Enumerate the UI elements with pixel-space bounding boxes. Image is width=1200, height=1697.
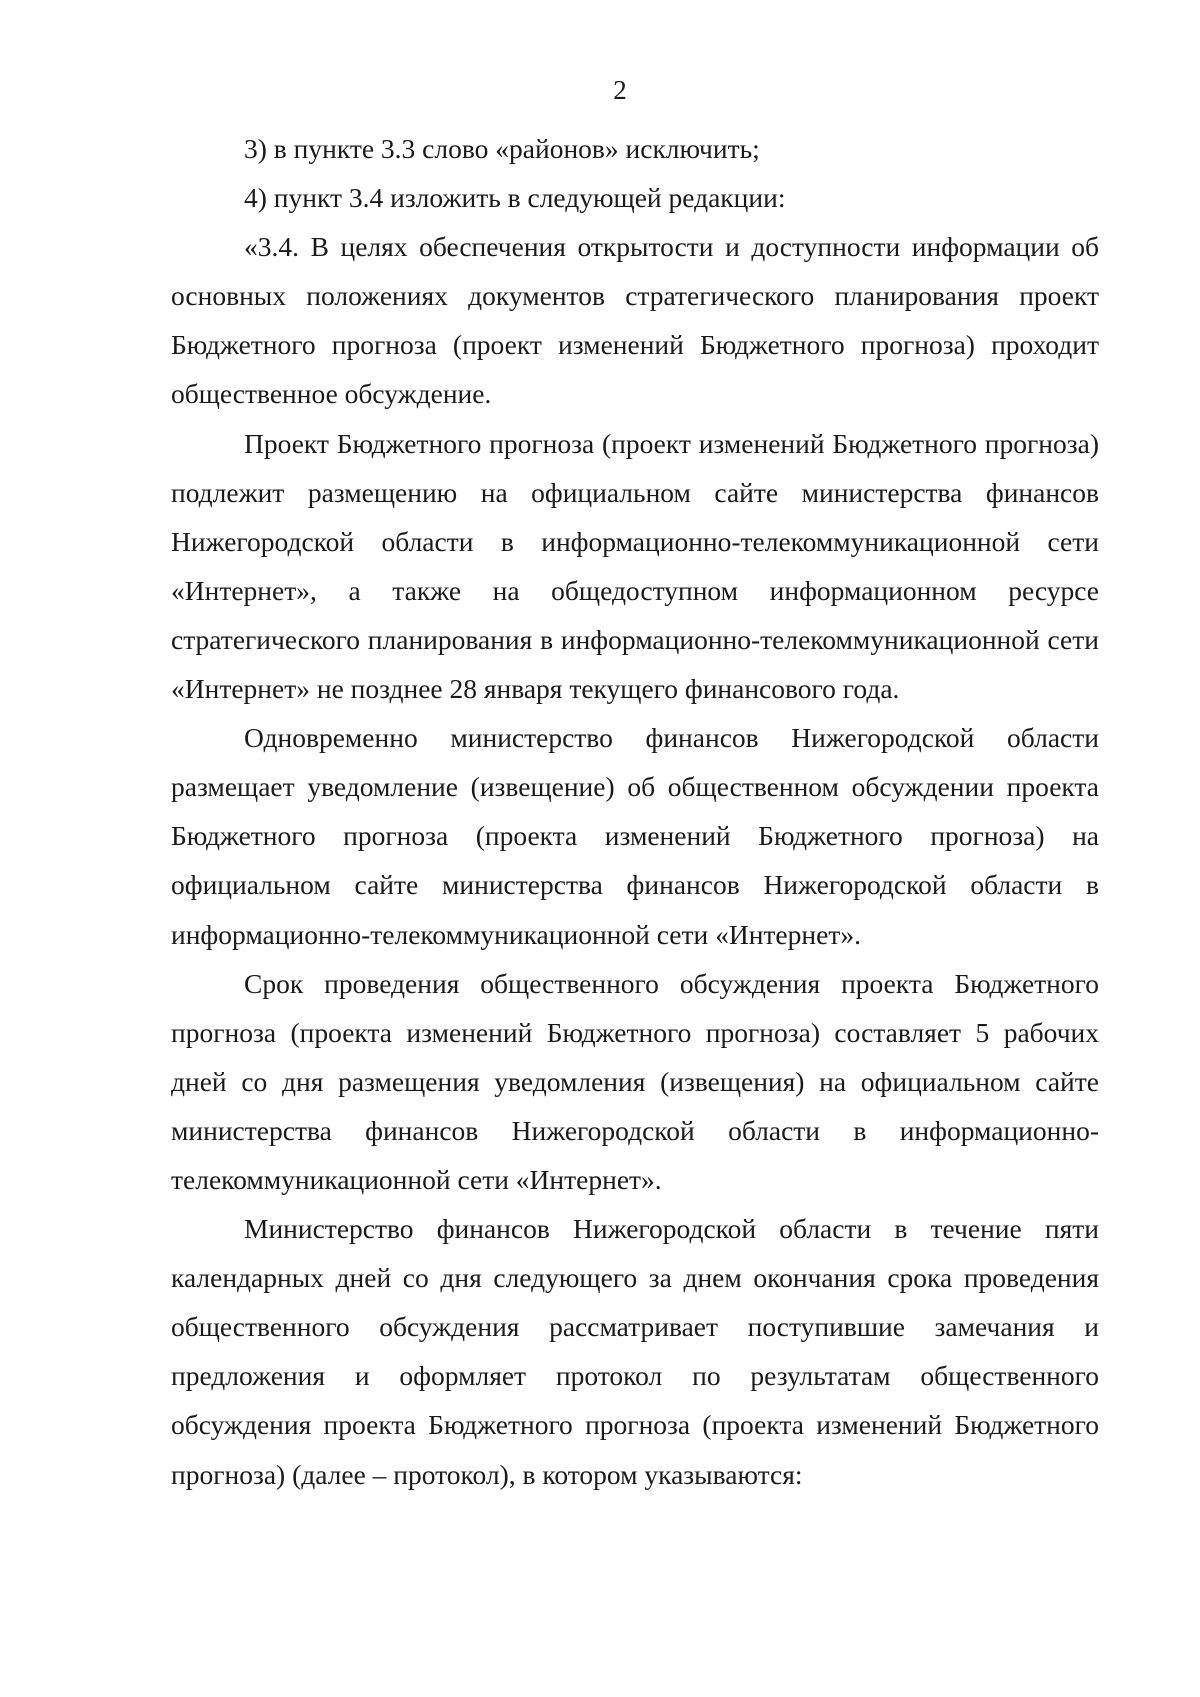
paragraph-publication: Проект Бюджетного прогноза (проект изменений Бюджетного прогноза) подлежит размещению на официальном сайте министерства финансов Нижегородской области в информационно-телекоммуникационной сети «Интернет», а также на общедоступном информационном ресурсе стратегического планирования в информационно-телекоммуникационной сети «Интернет» не позднее 28 января текущего финансового года. [171,427,1099,705]
paragraph-clause-3-4: «3.4. В целях обеспечения открытости и доступности информации об основных положениях документов стратегического планирования проект Бюджетного прогноза (проект изменений Бюджетного прогноза) проходит общественное обсуждение. [171,231,1099,410]
paragraph-notification: Одновременно министерство финансов Нижегородской области размещает уведомление (извещение) об общественном обсуждении проекта Бюджетного прогноза (проекта изменений Бюджетного прогноза) на официальном сайте министерства финансов Нижегородской области в информационно-телекоммуникационной сети «Интернет». [171,722,1099,950]
document-body [171,124,1099,1499]
paragraph-item-4: 4) пункт 3.4 изложить в следующей редакции: [244,182,786,214]
paragraph-discussion-term: Срок проведения общественного обсуждения проекта Бюджетного прогноза (проекта изменений Бюджетного прогноза) составляет 5 рабочих дней со дня размещения уведомления (извещения) на официальном сайте министерства финансов Нижегородской области в информационно-телекоммуникационной сети «Интернет». [171,967,1099,1195]
page-number: 2 [613,75,627,105]
paragraph-protocol: Министерство финансов Нижегородской области в течение пяти календарных дней со дня следующего за днем окончания срока проведения общественного обсуждения рассматривает поступившие замечания и предложения и оформляет протокол по результатам общественного обсуждения проекта Бюджетного прогноза (проекта изменений Бюджетного прогноза) (далее – протокол), в котором указываются: [171,1213,1099,1490]
paragraph-item-3: 3) в пункте 3.3 слово «районов» исключить; [244,133,760,164]
